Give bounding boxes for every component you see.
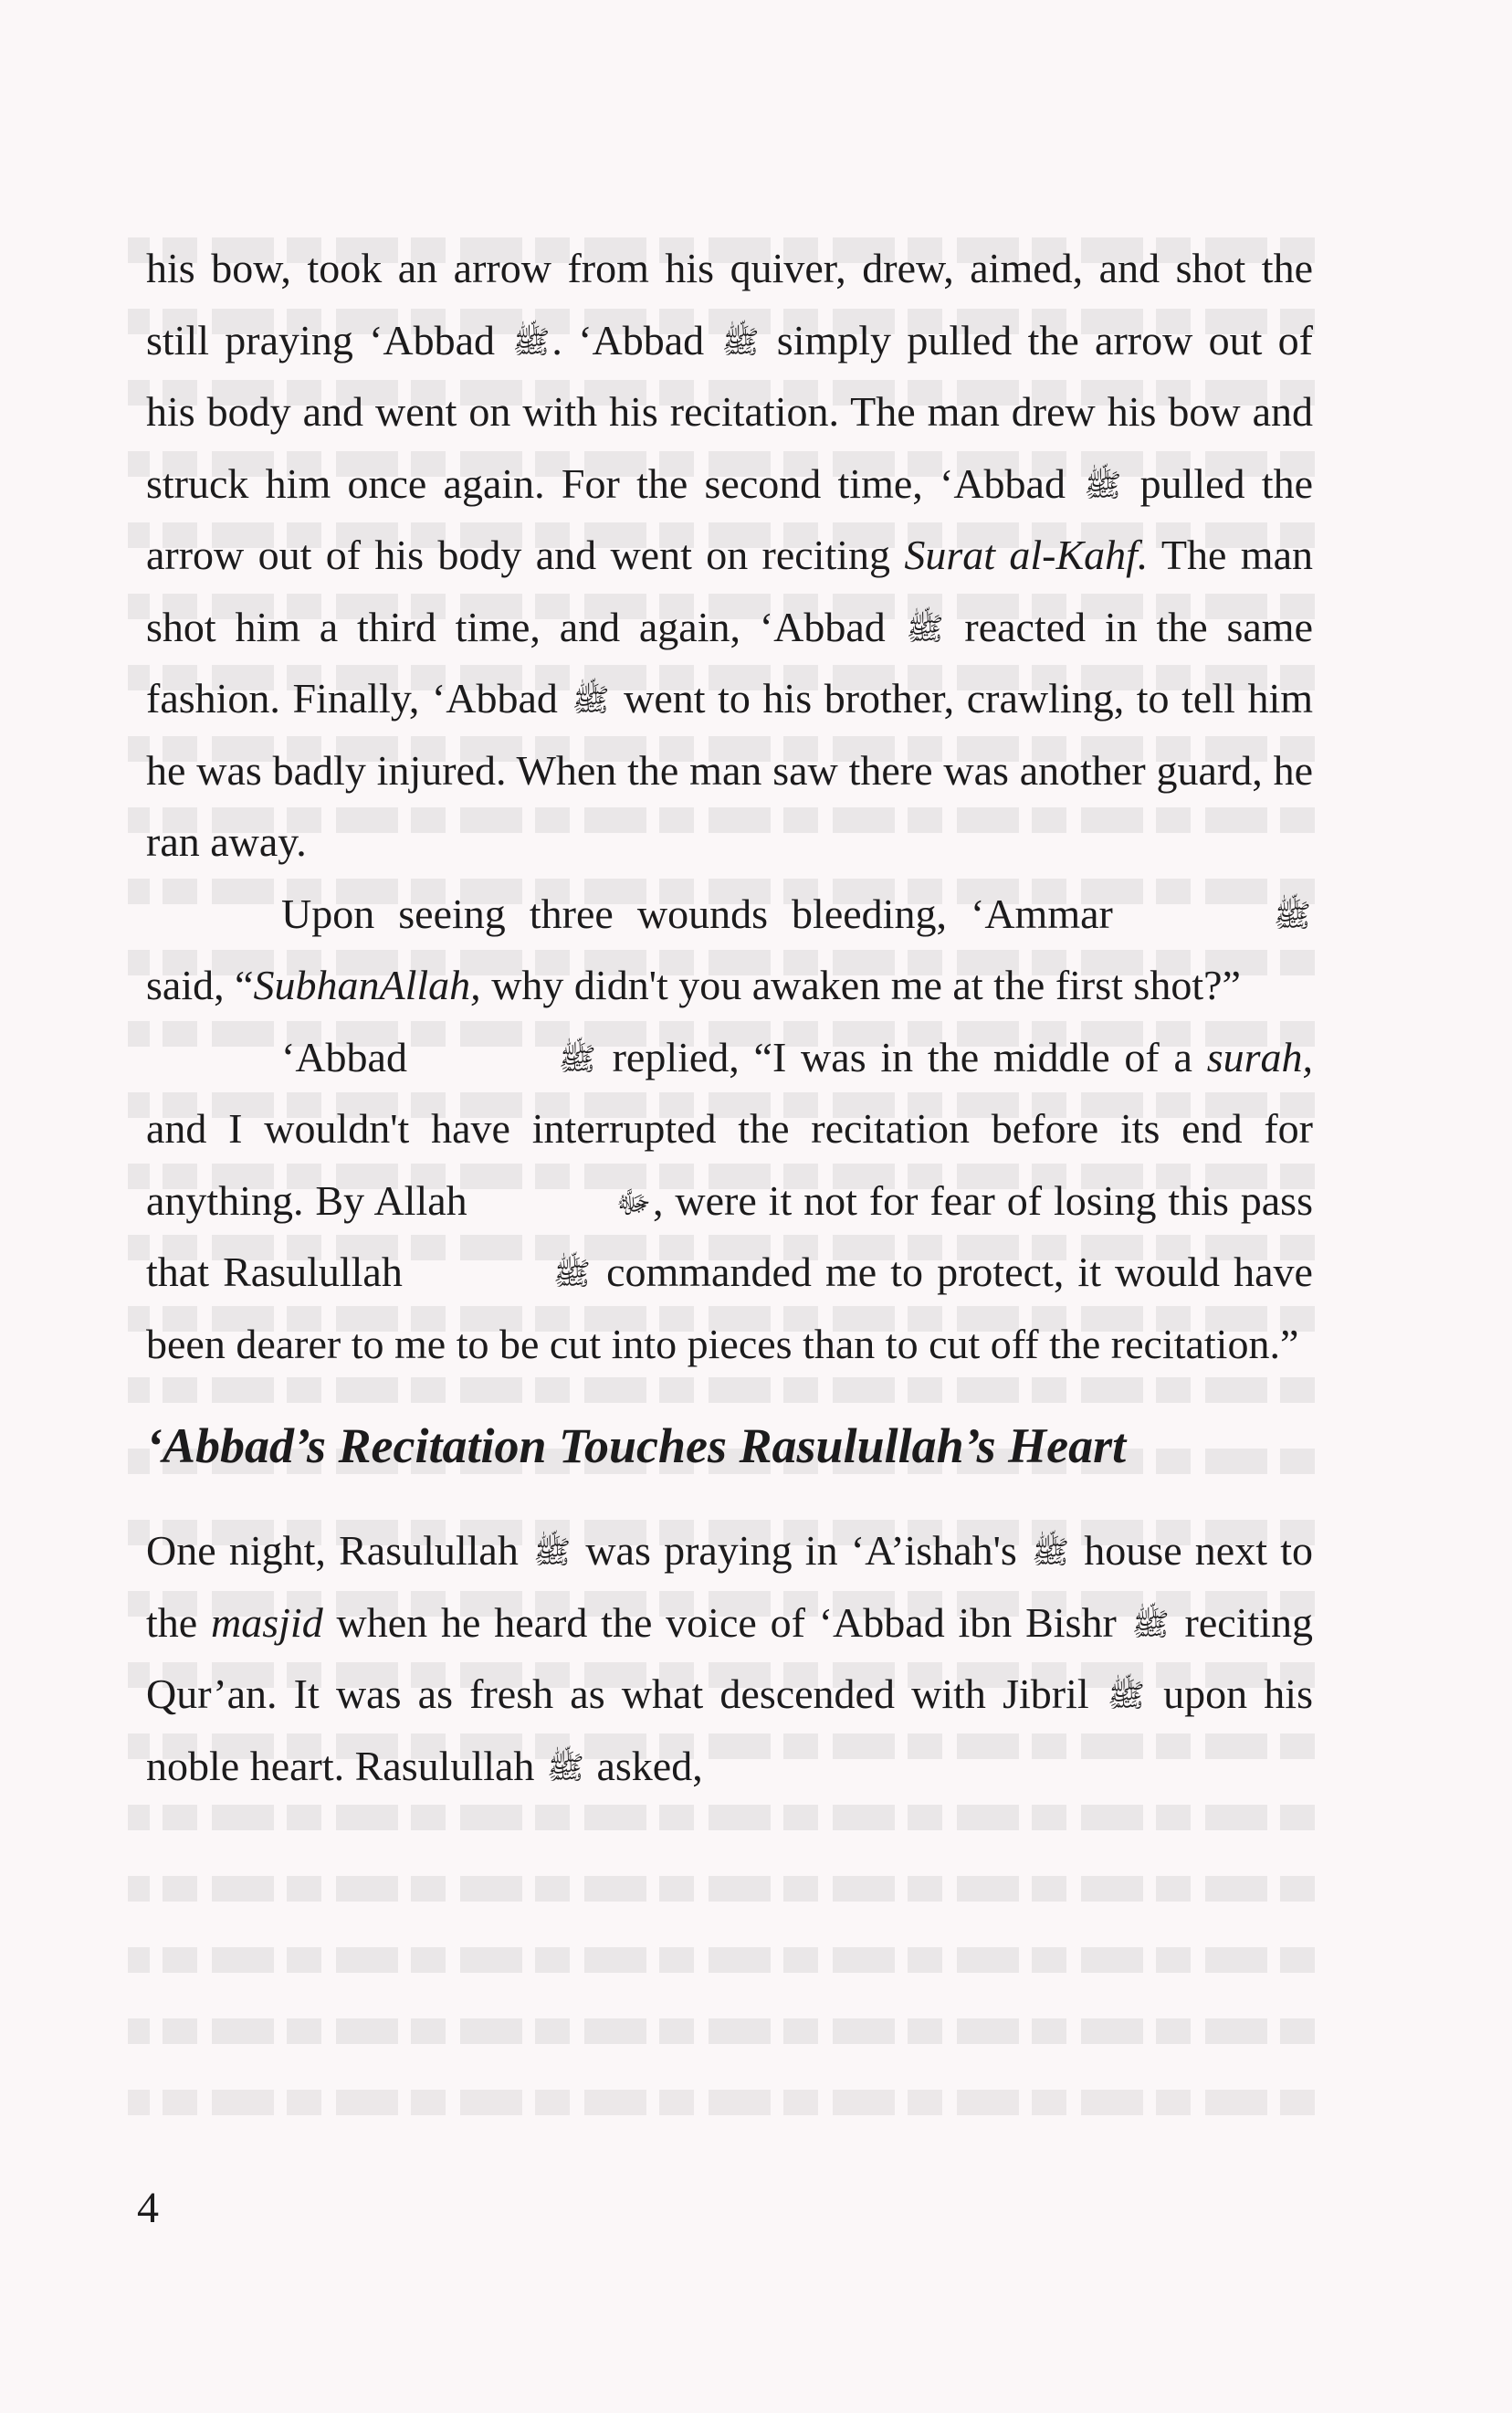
honorific-icon: ﷺ [1032,1536,1070,1570]
honorific-icon: ﷺ [512,325,551,360]
page-number: 4 [137,2184,159,2232]
honorific-icon: ﷺ [533,1536,572,1570]
honorific-icon: ﷺ [721,325,760,360]
honorific-icon: ﷺ [546,1751,584,1786]
honorific-icon: ﷺ [1131,1607,1170,1642]
paragraph-4: One night, Rasulullah ﷺ was praying in ‘A’ishah's ﷺ house next to the masjid when he heard the voice of ‘Abbad ibn Bishr ﷺ reciting Qur’an. It was as fresh as what descended with Jibril ﷺ upon his noble heart. Rasulullah ﷺ asked, [146,1527,1313,1789]
section-heading: ‘Abbad’s Recitation Touches Rasulullah’s Heart [146,1418,1127,1473]
honorific-icon: ﷺ [1107,1680,1145,1713]
paragraph-1: his bow, took an arrow from his quiver, drew, aimed, and shot the still praying ‘Abbad ﷺ. ‘Abbad ﷺ simply pulled the arrow out of his body and went on with his recitation. The man drew his bow and struck him once again. For the second time, ‘Abbad ﷺ pulled the arrow out of his body and went on reciting Surat al-Kahf. The man shot him a third time, and again, ‘Abbad ﷺ reacted in the same fashion. Finally, ‘Abbad ﷺ went to his brother, crawling, to tell him he was badly injured. When the man saw there was another guard, he ran away. [146,245,1314,865]
page-body [146,233,1313,1802]
honorific-icon: ﷺ [552,1258,591,1291]
honorific-icon: ﷺ [1273,899,1311,933]
honorific-icon: ﷻ [615,1185,651,1220]
honorific-icon: ﷺ [558,1042,596,1077]
honorific-icon: ﷺ [572,684,610,718]
paragraph-3: ‘Abbad ﷺ replied, “I was in the middle of a surah, and I wouldn't have interrupted the recitation before its end for anything. By Allah ﷻ, were it not for fear of losing this pass that Rasulullah ﷺ commanded me to protect, it would have been dearer to me to be cut into pieces than to cut off the recitation.” [146,1033,1313,1367]
honorific-icon: ﷺ [1084,469,1122,503]
honorific-icon: ﷺ [906,612,944,647]
paragraph-2: Upon seeing three wounds bleeding, ‘Ammar ﷺ said, “SubhanAllah, why didn't you awaken me at the first shot?” [146,890,1311,1008]
